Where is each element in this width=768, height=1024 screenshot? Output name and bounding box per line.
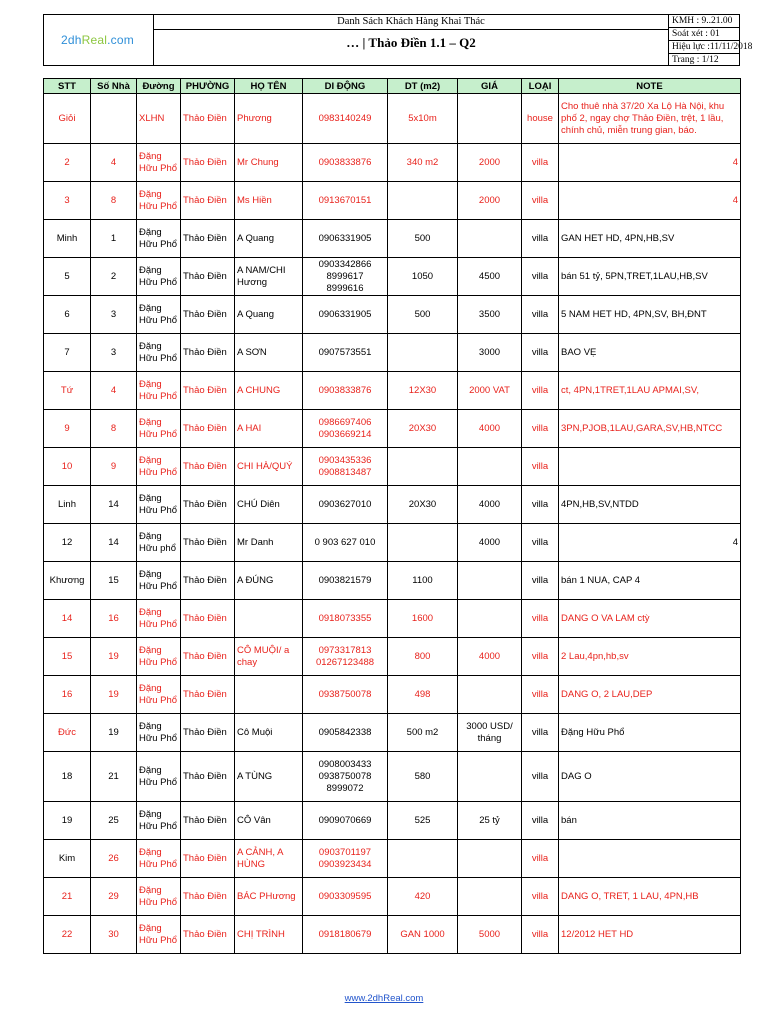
cell-loai: villa bbox=[522, 372, 559, 410]
customer-table bbox=[43, 78, 741, 954]
cell-phuong: Thảo Điền bbox=[181, 802, 235, 840]
cell-note: 4 bbox=[559, 182, 741, 220]
cell-note bbox=[559, 448, 741, 486]
cell-dt: 1600 bbox=[388, 600, 458, 638]
cell-stt: Giỏi bbox=[44, 94, 91, 144]
cell-gia bbox=[458, 878, 522, 916]
cell-ho-ten bbox=[235, 676, 303, 714]
meta-page: Trang : 1/12 bbox=[672, 55, 719, 65]
cell-phuong: Thảo Điền bbox=[181, 524, 235, 562]
cell-gia: 5000 bbox=[458, 916, 522, 954]
cell-loai: villa bbox=[522, 410, 559, 448]
cell-ho-ten: Mr Danh bbox=[235, 524, 303, 562]
cell-note: BAO VẸ bbox=[559, 334, 741, 372]
col-header-di-dong: DI ĐỘNG bbox=[303, 79, 388, 94]
cell-ho-ten: A TÙNG bbox=[235, 752, 303, 802]
cell-loai: villa bbox=[522, 524, 559, 562]
cell-phuong: Thảo Điền bbox=[181, 372, 235, 410]
cell-loai: villa bbox=[522, 878, 559, 916]
document-header bbox=[43, 14, 753, 66]
col-header-gia: GIÁ bbox=[458, 79, 522, 94]
table-row bbox=[44, 840, 741, 878]
cell-ho-ten: A Quang bbox=[235, 296, 303, 334]
cell-note: ct, 4PN,1TRET,1LAU APMAI,SV, bbox=[559, 372, 741, 410]
cell-gia: 3000 bbox=[458, 334, 522, 372]
cell-loai: villa bbox=[522, 916, 559, 954]
cell-note: DANG O, 2 LAU,DEP bbox=[559, 676, 741, 714]
cell-so-nha: 4 bbox=[91, 144, 137, 182]
cell-duong: Đặng Hữu Phổ bbox=[137, 144, 181, 182]
cell-so-nha: 8 bbox=[91, 410, 137, 448]
cell-phuong: Thảo Điền bbox=[181, 220, 235, 258]
cell-dt: 500 m2 bbox=[388, 714, 458, 752]
cell-note: GAN HET HD, 4PN,HB,SV bbox=[559, 220, 741, 258]
table-row bbox=[44, 600, 741, 638]
cell-di-dong: 0938750078 bbox=[303, 676, 388, 714]
cell-gia: 3000 USD/ tháng bbox=[458, 714, 522, 752]
cell-gia bbox=[458, 600, 522, 638]
table-row bbox=[44, 220, 741, 258]
cell-duong: Đặng Hữu Phổ bbox=[137, 840, 181, 878]
cell-duong: Đặng Hữu Phổ bbox=[137, 372, 181, 410]
cell-note: 3PN,PJOB,1LAU,GARA,SV,HB,NTCC bbox=[559, 410, 741, 448]
cell-loai: villa bbox=[522, 840, 559, 878]
cell-dt: 12X30 bbox=[388, 372, 458, 410]
col-header-note: NOTE bbox=[559, 79, 741, 94]
table-row bbox=[44, 562, 741, 600]
cell-stt: 7 bbox=[44, 334, 91, 372]
cell-so-nha: 4 bbox=[91, 372, 137, 410]
cell-so-nha: 25 bbox=[91, 802, 137, 840]
cell-ho-ten bbox=[235, 600, 303, 638]
cell-ho-ten: Ms Hiền bbox=[235, 182, 303, 220]
table-row bbox=[44, 714, 741, 752]
cell-gia: 2000 bbox=[458, 144, 522, 182]
cell-phuong: Thảo Điền bbox=[181, 334, 235, 372]
cell-duong: Đặng Hữu Phổ bbox=[137, 334, 181, 372]
cell-stt: 18 bbox=[44, 752, 91, 802]
cell-so-nha: 8 bbox=[91, 182, 137, 220]
cell-stt: 16 bbox=[44, 676, 91, 714]
cell-gia: 2000 bbox=[458, 182, 522, 220]
cell-gia: 4000 bbox=[458, 638, 522, 676]
cell-di-dong: 0913670151 bbox=[303, 182, 388, 220]
cell-stt: 22 bbox=[44, 916, 91, 954]
cell-phuong: Thảo Điền bbox=[181, 840, 235, 878]
cell-gia bbox=[458, 752, 522, 802]
cell-ho-ten: CÔ MUỘI/ a chay bbox=[235, 638, 303, 676]
footer bbox=[0, 993, 768, 1004]
cell-gia: 4000 bbox=[458, 524, 522, 562]
cell-phuong: Thảo Điền bbox=[181, 258, 235, 296]
cell-di-dong: 0905842338 bbox=[303, 714, 388, 752]
cell-gia: 4000 bbox=[458, 486, 522, 524]
cell-dt: 5x10m bbox=[388, 94, 458, 144]
cell-ho-ten: CÔ Vân bbox=[235, 802, 303, 840]
cell-stt: 14 bbox=[44, 600, 91, 638]
table-row bbox=[44, 676, 741, 714]
cell-duong: Đặng Hữu Phổ bbox=[137, 296, 181, 334]
cell-dt bbox=[388, 334, 458, 372]
cell-duong: XLHN bbox=[137, 94, 181, 144]
cell-loai: villa bbox=[522, 802, 559, 840]
cell-di-dong: 0907573551 bbox=[303, 334, 388, 372]
cell-di-dong: 0908003433 0938750078 8999072 bbox=[303, 752, 388, 802]
cell-phuong: Thảo Điền bbox=[181, 714, 235, 752]
cell-note: Đặng Hữu Phổ bbox=[559, 714, 741, 752]
cell-duong: Đặng Hữu Phổ bbox=[137, 916, 181, 954]
cell-loai: villa bbox=[522, 220, 559, 258]
cell-note: 4 bbox=[559, 144, 741, 182]
cell-ho-ten: Cô Muội bbox=[235, 714, 303, 752]
cell-di-dong: 0906331905 bbox=[303, 296, 388, 334]
cell-dt: 340 m2 bbox=[388, 144, 458, 182]
cell-stt: 21 bbox=[44, 878, 91, 916]
cell-so-nha: 15 bbox=[91, 562, 137, 600]
cell-di-dong: 0903309595 bbox=[303, 878, 388, 916]
cell-duong: Đặng Hữu Phổ bbox=[137, 410, 181, 448]
cell-so-nha: 1 bbox=[91, 220, 137, 258]
cell-stt: Đức bbox=[44, 714, 91, 752]
cell-gia: 4500 bbox=[458, 258, 522, 296]
cell-phuong: Thảo Điền bbox=[181, 448, 235, 486]
col-header-phuong: PHƯỜNG bbox=[181, 79, 235, 94]
cell-loai: villa bbox=[522, 600, 559, 638]
table-row bbox=[44, 144, 741, 182]
cell-phuong: Thảo Điền bbox=[181, 600, 235, 638]
cell-duong: Đặng Hữu Phổ bbox=[137, 600, 181, 638]
cell-loai: villa bbox=[522, 486, 559, 524]
cell-stt: 3 bbox=[44, 182, 91, 220]
cell-gia bbox=[458, 94, 522, 144]
table-header-row bbox=[44, 79, 741, 94]
cell-loai: villa bbox=[522, 714, 559, 752]
table-row bbox=[44, 486, 741, 524]
cell-stt: 9 bbox=[44, 410, 91, 448]
cell-phuong: Thảo Điền bbox=[181, 486, 235, 524]
cell-note: Cho thuê nhà 37/20 Xa Lộ Hà Nội, khu phố 2, ngay chợ Thảo Điền, trệt, 1 lầu, chính chủ, miễn trung gian, báo. bbox=[559, 94, 741, 144]
table-row bbox=[44, 448, 741, 486]
cell-stt: 2 bbox=[44, 144, 91, 182]
cell-stt: 10 bbox=[44, 448, 91, 486]
cell-phuong: Thảo Điền bbox=[181, 562, 235, 600]
cell-phuong: Thảo Điền bbox=[181, 878, 235, 916]
cell-stt: Khương bbox=[44, 562, 91, 600]
document-title: … | Thảo Điền 1.1 – Q2 bbox=[346, 35, 476, 50]
cell-so-nha: 19 bbox=[91, 714, 137, 752]
cell-loai: villa bbox=[522, 676, 559, 714]
cell-note: 4 bbox=[559, 524, 741, 562]
cell-ho-ten: A CẢNH, A HÙNG bbox=[235, 840, 303, 878]
cell-phuong: Thảo Điền bbox=[181, 182, 235, 220]
cell-loai: villa bbox=[522, 182, 559, 220]
cell-note: 4PN,HB,SV,NTDD bbox=[559, 486, 741, 524]
cell-dt bbox=[388, 448, 458, 486]
cell-dt bbox=[388, 182, 458, 220]
cell-dt: 420 bbox=[388, 878, 458, 916]
cell-note bbox=[559, 840, 741, 878]
cell-di-dong: 0903833876 bbox=[303, 372, 388, 410]
cell-ho-ten: A CHUNG bbox=[235, 372, 303, 410]
cell-dt: 1050 bbox=[388, 258, 458, 296]
cell-so-nha: 14 bbox=[91, 486, 137, 524]
cell-dt: 1100 bbox=[388, 562, 458, 600]
cell-note: bán 51 tỷ, 5PN,TRET,1LAU,HB,SV bbox=[559, 258, 741, 296]
cell-ho-ten: A SƠN bbox=[235, 334, 303, 372]
table-row bbox=[44, 182, 741, 220]
col-header-dt: DT (m2) bbox=[388, 79, 458, 94]
cell-phuong: Thảo Điền bbox=[181, 916, 235, 954]
cell-phuong: Thảo Điền bbox=[181, 144, 235, 182]
cell-duong: Đặng Hữu Phổ bbox=[137, 220, 181, 258]
cell-phuong: Thảo Điền bbox=[181, 752, 235, 802]
cell-duong: Đặng Hữu Phổ bbox=[137, 258, 181, 296]
meta-kmh: KMH : 9..21.00 bbox=[669, 15, 739, 28]
cell-so-nha: 3 bbox=[91, 296, 137, 334]
cell-ho-ten: CHI HÀ/QUÝ bbox=[235, 448, 303, 486]
document-meta bbox=[669, 15, 753, 65]
table-row bbox=[44, 878, 741, 916]
table-row bbox=[44, 524, 741, 562]
cell-di-dong: 0903701197 0903923434 bbox=[303, 840, 388, 878]
cell-loai: villa bbox=[522, 144, 559, 182]
cell-stt: Minh bbox=[44, 220, 91, 258]
cell-stt: 6 bbox=[44, 296, 91, 334]
cell-so-nha: 2 bbox=[91, 258, 137, 296]
cell-ho-ten: BÁC PHương bbox=[235, 878, 303, 916]
cell-di-dong: 0906331905 bbox=[303, 220, 388, 258]
cell-duong: Đặng Hữu Phổ bbox=[137, 878, 181, 916]
cell-di-dong: 0973317813 01267123488 bbox=[303, 638, 388, 676]
cell-gia bbox=[458, 562, 522, 600]
cell-duong: Đặng Hữu Phổ bbox=[137, 802, 181, 840]
cell-note: 2 Lau,4pn,hb,sv bbox=[559, 638, 741, 676]
cell-note: DANG O, TRET, 1 LAU, 4PN,HB bbox=[559, 878, 741, 916]
table-row bbox=[44, 916, 741, 954]
table-row bbox=[44, 334, 741, 372]
cell-dt: 20X30 bbox=[388, 410, 458, 448]
cell-so-nha: 16 bbox=[91, 600, 137, 638]
cell-dt: 500 bbox=[388, 296, 458, 334]
cell-di-dong: 0986697406 0903669214 bbox=[303, 410, 388, 448]
cell-ho-ten: CHỊ TRÌNH bbox=[235, 916, 303, 954]
cell-duong: Đặng Hữu Phổ bbox=[137, 676, 181, 714]
logo-box bbox=[44, 15, 154, 65]
cell-ho-ten: CHÚ Diên bbox=[235, 486, 303, 524]
cell-loai: villa bbox=[522, 752, 559, 802]
cell-stt: 12 bbox=[44, 524, 91, 562]
cell-gia bbox=[458, 676, 522, 714]
cell-ho-ten: A HAI bbox=[235, 410, 303, 448]
cell-di-dong: 0983140249 bbox=[303, 94, 388, 144]
cell-duong: Đặng Hữu Phổ bbox=[137, 638, 181, 676]
cell-gia: 3500 bbox=[458, 296, 522, 334]
cell-stt: Tứ bbox=[44, 372, 91, 410]
cell-so-nha: 9 bbox=[91, 448, 137, 486]
cell-ho-ten: A NAM/CHI Hương bbox=[235, 258, 303, 296]
list-title: Danh Sách Khách Hàng Khai Thác bbox=[154, 15, 668, 30]
header-center bbox=[154, 15, 669, 65]
table-row bbox=[44, 410, 741, 448]
cell-di-dong: 0903342866 8999617 8999616 bbox=[303, 258, 388, 296]
cell-so-nha: 21 bbox=[91, 752, 137, 802]
cell-di-dong: 0903435336 0908813487 bbox=[303, 448, 388, 486]
cell-dt: 20X30 bbox=[388, 486, 458, 524]
cell-note: 12/2012 HET HD bbox=[559, 916, 741, 954]
cell-phuong: Thảo Điền bbox=[181, 94, 235, 144]
cell-loai: villa bbox=[522, 448, 559, 486]
cell-note: DAG O bbox=[559, 752, 741, 802]
table-row bbox=[44, 372, 741, 410]
cell-so-nha: 26 bbox=[91, 840, 137, 878]
table-row bbox=[44, 296, 741, 334]
cell-so-nha: 30 bbox=[91, 916, 137, 954]
cell-di-dong: 0918180679 bbox=[303, 916, 388, 954]
cell-note: bán bbox=[559, 802, 741, 840]
cell-di-dong: 0 903 627 010 bbox=[303, 524, 388, 562]
cell-ho-ten: Mr Chung bbox=[235, 144, 303, 182]
cell-loai: villa bbox=[522, 562, 559, 600]
cell-gia bbox=[458, 448, 522, 486]
col-header-stt: STT bbox=[44, 79, 91, 94]
company-logo: 2dhReal.com bbox=[61, 33, 134, 47]
cell-loai: villa bbox=[522, 334, 559, 372]
cell-so-nha: 29 bbox=[91, 878, 137, 916]
col-header-so-nha: Số Nhà bbox=[91, 79, 137, 94]
table-row bbox=[44, 638, 741, 676]
cell-dt: 500 bbox=[388, 220, 458, 258]
cell-dt: 580 bbox=[388, 752, 458, 802]
cell-loai: villa bbox=[522, 258, 559, 296]
cell-duong: Đặng Hữu phổ bbox=[137, 524, 181, 562]
cell-so-nha: 14 bbox=[91, 524, 137, 562]
cell-stt: Kim bbox=[44, 840, 91, 878]
col-header-loai: LOẠI bbox=[522, 79, 559, 94]
cell-so-nha: 19 bbox=[91, 638, 137, 676]
cell-dt: GAN 1000 bbox=[388, 916, 458, 954]
cell-so-nha: 19 bbox=[91, 676, 137, 714]
cell-di-dong: 0918073355 bbox=[303, 600, 388, 638]
cell-duong: Đặng Hữu Phổ bbox=[137, 562, 181, 600]
cell-di-dong: 0903821579 bbox=[303, 562, 388, 600]
cell-note: 5 NAM HET HD, 4PN,SV, BH,ĐNT bbox=[559, 296, 741, 334]
cell-gia: 2000 VAT bbox=[458, 372, 522, 410]
cell-dt bbox=[388, 840, 458, 878]
cell-ho-ten: A Quang bbox=[235, 220, 303, 258]
cell-gia bbox=[458, 220, 522, 258]
cell-phuong: Thảo Điền bbox=[181, 410, 235, 448]
col-header-duong: Đường bbox=[137, 79, 181, 94]
cell-stt: 5 bbox=[44, 258, 91, 296]
cell-duong: Đặng Hữu Phổ bbox=[137, 714, 181, 752]
cell-stt: 15 bbox=[44, 638, 91, 676]
cell-gia: 25 tỷ bbox=[458, 802, 522, 840]
cell-di-dong: 0909070669 bbox=[303, 802, 388, 840]
cell-di-dong: 0903627010 bbox=[303, 486, 388, 524]
cell-di-dong: 0903833876 bbox=[303, 144, 388, 182]
cell-gia: 4000 bbox=[458, 410, 522, 448]
cell-ho-ten: A ĐÚNG bbox=[235, 562, 303, 600]
table-row bbox=[44, 94, 741, 144]
cell-duong: Đặng Hữu Phổ bbox=[137, 752, 181, 802]
cell-dt bbox=[388, 524, 458, 562]
cell-phuong: Thảo Điền bbox=[181, 676, 235, 714]
table-row bbox=[44, 802, 741, 840]
cell-ho-ten: Phương bbox=[235, 94, 303, 144]
cell-loai: villa bbox=[522, 638, 559, 676]
meta-review: Soát xét : 01 bbox=[669, 28, 739, 41]
table-row bbox=[44, 258, 741, 296]
cell-note: DANG O VA LAM ctỳ bbox=[559, 600, 741, 638]
cell-dt: 498 bbox=[388, 676, 458, 714]
cell-so-nha: 3 bbox=[91, 334, 137, 372]
meta-effective-date: Hiệu lực :11/11/2018 bbox=[669, 41, 739, 54]
col-header-ho-ten: HỌ TÊN bbox=[235, 79, 303, 94]
cell-duong: Đặng Hữu Phổ bbox=[137, 182, 181, 220]
cell-phuong: Thảo Điền bbox=[181, 638, 235, 676]
website-link[interactable]: www.2dhReal.com bbox=[344, 993, 424, 1004]
cell-so-nha bbox=[91, 94, 137, 144]
cell-note: bán 1 NUA, CAP 4 bbox=[559, 562, 741, 600]
cell-duong: Đặng Hữu Phổ bbox=[137, 486, 181, 524]
cell-dt: 525 bbox=[388, 802, 458, 840]
cell-phuong: Thảo Điền bbox=[181, 296, 235, 334]
cell-stt: 19 bbox=[44, 802, 91, 840]
cell-duong: Đặng Hữu Phổ bbox=[137, 448, 181, 486]
cell-gia bbox=[458, 840, 522, 878]
cell-stt: Linh bbox=[44, 486, 91, 524]
cell-loai: house bbox=[522, 94, 559, 144]
cell-dt: 800 bbox=[388, 638, 458, 676]
table-row bbox=[44, 752, 741, 802]
cell-loai: villa bbox=[522, 296, 559, 334]
